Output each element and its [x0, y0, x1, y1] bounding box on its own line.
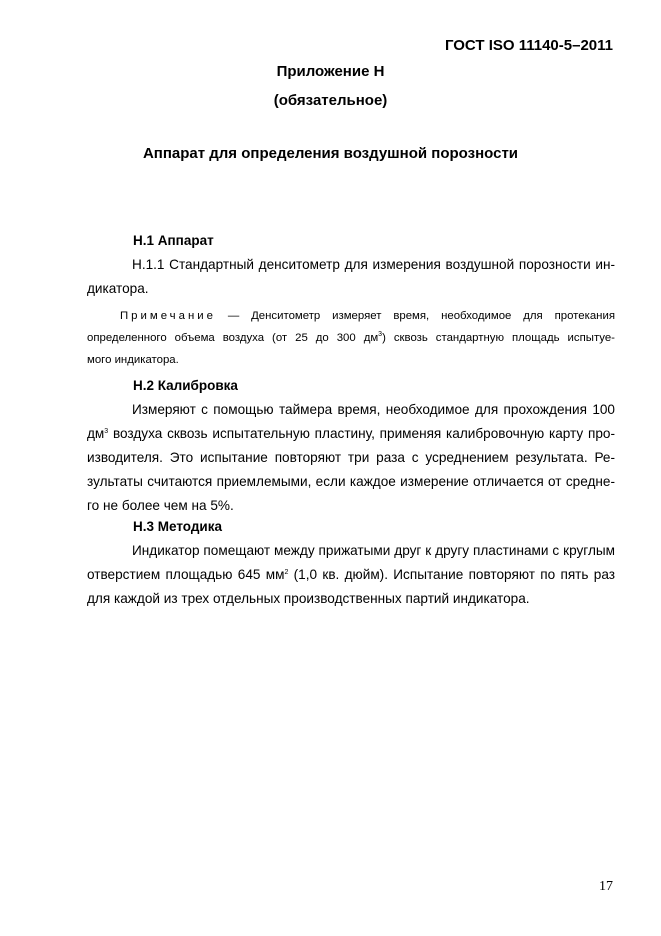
- h2-line-5: го не более чем на 5%.: [87, 498, 234, 513]
- h3-line-3: для каждой из трех отдельных производственных партий индикатора.: [87, 591, 530, 606]
- note-line-2: [87, 327, 615, 349]
- h2-line-3: изводителя. Это испытание повторяют три раза с усреднением результата. Ре-: [87, 450, 615, 465]
- section-h3-title: Н.3 Методика: [133, 519, 222, 534]
- appendix-status: (обязательное): [273, 92, 388, 109]
- note-text-1: — Денситометр измеряет время, необходимое для протекания: [215, 310, 615, 322]
- h2-superscript: 3: [104, 428, 109, 435]
- note-label: Примечание: [120, 310, 216, 322]
- note-line-1: [87, 305, 615, 327]
- document-code: ГОСТ ISO 11140-5–2011: [444, 37, 613, 54]
- h3-line-1: Индикатор помещают между прижатыми друг к другу пластинами с круглым: [132, 543, 615, 558]
- h3-text-2a: отверстием площадью 645 мм: [87, 567, 285, 582]
- section-h2-title: Н.2 Калибровка: [133, 378, 238, 393]
- h2-text-2b: воздуха сквозь испытательную пластину, применяя калибровочную карту про-: [108, 426, 615, 441]
- h3-text-2b: (1,0 кв. дюйм). Испытание повторяют по пять раз: [288, 567, 615, 582]
- h2-line-2: [87, 422, 615, 446]
- appendix-heading: Аппарат для определения воздушной порозности: [142, 145, 519, 162]
- note-line-3: мого индикатора.: [87, 354, 179, 366]
- h2-line-4: зультаты считаются приемлемыми, если каждое измерение отличается от средне-: [87, 474, 615, 489]
- h1-para-line-2: дикатора.: [87, 281, 149, 296]
- page-number: 17: [599, 879, 613, 894]
- note-text-2b: ) сквозь стандартную площадь испытуе-: [382, 332, 615, 344]
- note-text-2a: определенного объема воздуха (от 25 до 300 дм: [87, 332, 379, 344]
- h2-text-2a: дм: [87, 426, 105, 441]
- h3-superscript: 2: [284, 569, 289, 576]
- h1-para-line-1: Н.1.1 Стандартный денситометр для измерения воздушной порозности ин-: [132, 257, 615, 272]
- note-superscript: 3: [378, 331, 383, 338]
- h3-line-2: [87, 563, 615, 587]
- h2-line-1: Измеряют с помощью таймера время, необходимое для прохождения 100: [132, 402, 615, 417]
- appendix-title: Приложение Н: [276, 63, 385, 80]
- section-h1-title: Н.1 Аппарат: [133, 233, 214, 248]
